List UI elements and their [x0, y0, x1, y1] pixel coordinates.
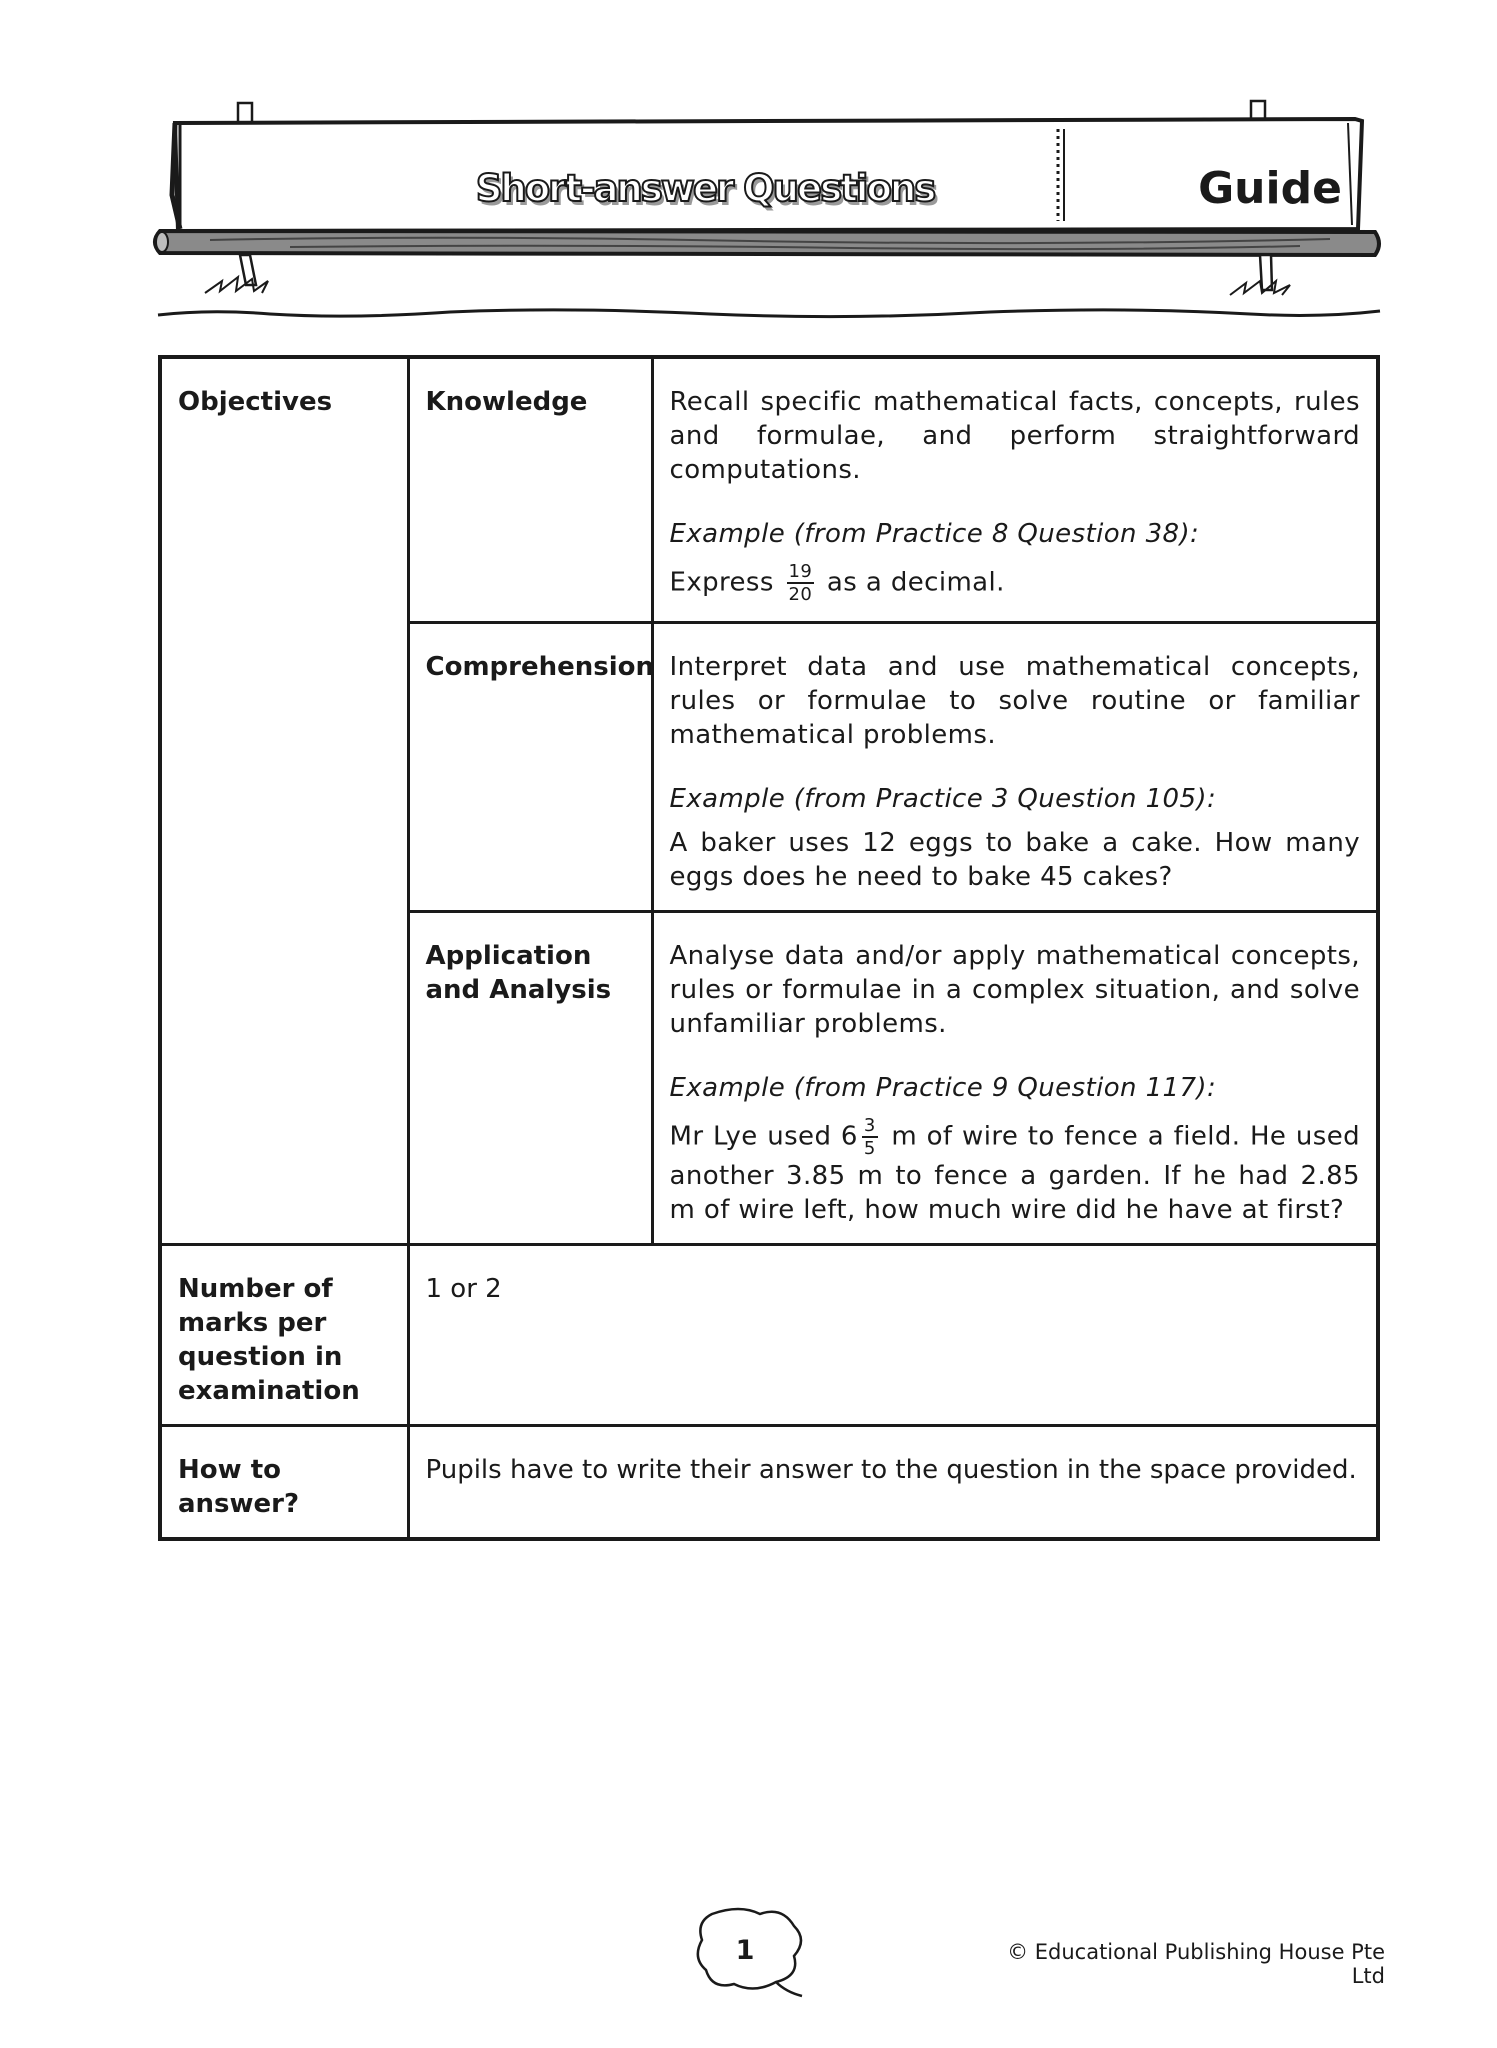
knowledge-example [670, 561, 1361, 605]
how-to-answer-label: How to answer? [160, 1426, 408, 1540]
table-row-knowledge [160, 357, 1378, 623]
knowledge-example-suffix: as a decimal. [826, 567, 1005, 598]
header-sign [150, 95, 1390, 335]
objectives-label: Objectives [160, 357, 408, 1245]
comprehension-example: A baker uses 12 eggs to bake a cake. How many eggs does he need to bake 45 cakes? [669, 828, 1360, 892]
page-number: 1 [735, 1935, 755, 1966]
knowledge-label: Knowledge [408, 357, 652, 623]
fraction [787, 561, 815, 605]
copyright-text: © Educational Publishing House Pte Ltd [1007, 1940, 1385, 1988]
fraction [862, 1115, 878, 1159]
fraction-denominator: 20 [788, 584, 813, 605]
knowledge-description: Recall specific mathematical facts, concepts, rules and formulae, and perform straightforward computations. [669, 387, 1360, 485]
fraction-numerator: 3 [863, 1115, 876, 1136]
application-example-label: Example (from Practice 9 Question 117): [669, 1073, 1217, 1103]
marks-label: Number of marks per question in examination [160, 1245, 408, 1426]
fraction-denominator: 5 [863, 1138, 876, 1159]
application-example [670, 1115, 1361, 1227]
guide-table [158, 355, 1380, 1541]
comprehension-description-cell [652, 623, 1378, 912]
section-label: Guide [1198, 162, 1342, 214]
marks-value: 1 or 2 [408, 1245, 1378, 1426]
table-row-marks [160, 1245, 1378, 1426]
application-description: Analyse data and/or apply mathematical concepts, rules or formulae in a complex situation, and solve unfamiliar problems. [669, 941, 1360, 1039]
application-example-prefix: Mr Lye used 6 [669, 1121, 858, 1152]
table-row-how-to-answer [160, 1426, 1378, 1540]
application-example-suffix: m of wire to fence a field. He used another 3.85 m to fence a garden. If he had 2.85 m of wire left, how much wire did he have at first? [669, 1121, 1361, 1225]
how-to-answer-value: Pupils have to write their answer to the question in the space provided. [408, 1426, 1378, 1540]
knowledge-description-cell [652, 357, 1378, 623]
application-description-cell [652, 912, 1378, 1245]
comprehension-example-label: Example (from Practice 3 Question 105): [669, 784, 1217, 814]
page-title: Short-answer Questions [475, 166, 935, 210]
comprehension-label: Comprehension [408, 623, 652, 912]
application-label: Application and Analysis [408, 912, 652, 1245]
knowledge-example-label: Example (from Practice 8 Question 38): [669, 519, 1200, 549]
fraction-numerator: 19 [788, 561, 813, 582]
comprehension-description: Interpret data and use mathematical concepts, rules or formulae to solve routine or familiar mathematical problems. [669, 652, 1360, 750]
knowledge-example-prefix: Express [669, 567, 774, 598]
